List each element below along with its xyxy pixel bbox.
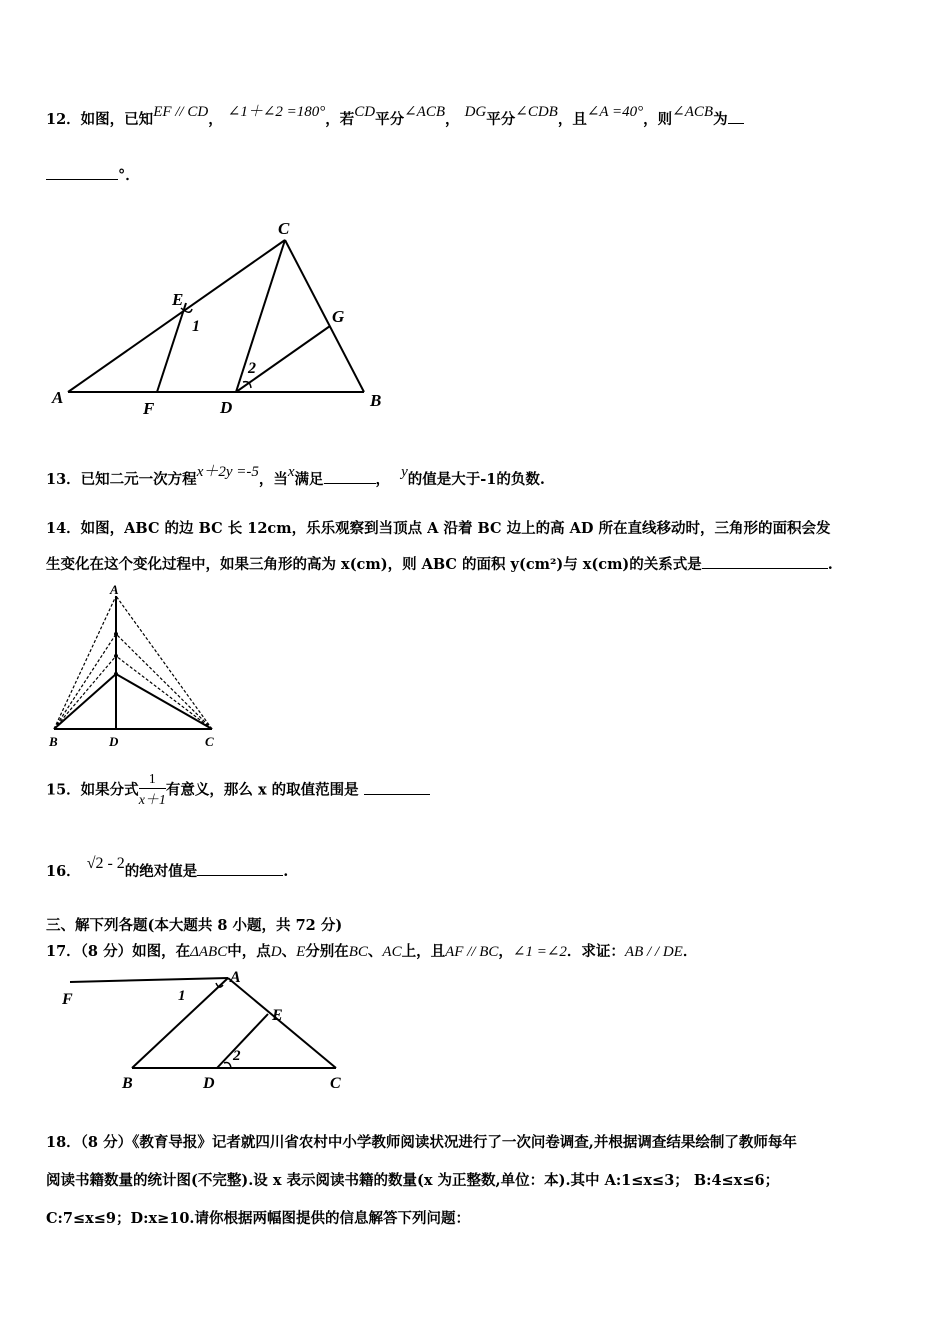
q12-angle-a: ∠A =40° — [586, 104, 644, 120]
q15-number: 15．如果分式 — [46, 781, 139, 799]
label-c: C — [330, 1075, 341, 1092]
comma: ， — [445, 111, 460, 128]
q17-angles: ∠1 =∠2 — [512, 944, 567, 960]
text: ，且 — [557, 111, 587, 128]
answer-blank — [364, 780, 430, 795]
label-angle-2: 2 — [233, 1048, 241, 1064]
q18-line3: C:7≤x≤9；D:x≥10.请你根据两幅图提供的信息解答下列问题： — [46, 1210, 470, 1227]
text: ，当 — [258, 471, 288, 488]
q17-triangle: ΔABC — [190, 944, 228, 960]
text: ． — [682, 943, 698, 960]
fraction-denominator: x＋1 — [138, 793, 166, 808]
q12-angle-sum: ∠1＋∠2 =180° — [227, 104, 326, 120]
text: ，则 — [643, 111, 673, 128]
label-c: C — [205, 734, 214, 749]
q17-ac: AC — [382, 944, 402, 960]
text: ， — [498, 943, 513, 960]
q15-fraction — [139, 772, 166, 809]
fraction-numerator: 1 — [139, 772, 166, 789]
label-angle-2: 2 — [248, 360, 256, 377]
text: 的绝对值是 — [124, 863, 198, 880]
q16-number: 16． — [46, 863, 81, 880]
label-a: A — [110, 584, 119, 597]
text: 有意义，那么 x 的取值范围是 — [165, 781, 359, 799]
q12-dg: DG — [464, 104, 487, 120]
q12-figure — [40, 210, 400, 425]
q12-angle-acb: ∠ACB — [404, 104, 446, 120]
q17-number: 17．（8 分）如图，在 — [46, 943, 191, 960]
text: 满足 — [294, 471, 324, 488]
q12-angle-cdb: ∠CDB — [515, 104, 558, 120]
label-f: F — [62, 991, 73, 1008]
label-d: D — [109, 734, 119, 749]
q17-e: E — [296, 944, 306, 960]
label-d: D — [203, 1075, 215, 1092]
q12-line1 — [46, 104, 744, 129]
label-e: E — [172, 290, 184, 309]
answer-blank — [324, 469, 376, 484]
q14-line2 — [46, 553, 833, 574]
q13-y: y — [401, 464, 408, 480]
text: 分别在 — [305, 943, 349, 960]
q17-figure — [56, 964, 356, 1099]
text: . — [283, 863, 289, 880]
text: 上，且 — [401, 943, 446, 960]
label-e: E — [272, 1007, 283, 1024]
answer-blank — [728, 109, 744, 124]
text: ．求证： — [566, 943, 625, 960]
text: 为 — [713, 111, 728, 128]
label-angle-1: 1 — [192, 318, 200, 335]
q16-line — [46, 855, 289, 881]
q12-ef-parallel-cd: EF // CD — [153, 104, 209, 120]
label-b: B — [122, 1075, 133, 1092]
answer-blank — [46, 165, 118, 180]
label-c: C — [278, 219, 290, 238]
text: ， — [375, 471, 391, 488]
answer-blank — [702, 554, 828, 569]
q18-line1: 18．（8 分）《教育导报》记者就四川省农村中小学教师阅读状况进行了一次问卷调查,并根据调查结果绘制了教师每年 — [46, 1134, 797, 1151]
text: 的值是大于-1的负数. — [407, 471, 545, 488]
label-angle-1: 1 — [178, 988, 186, 1004]
text: . — [827, 556, 833, 573]
text: 生变化在这个变化过程中，如果三角形的高为 x(cm)，则 ABC 的面积 y(cm²)与 x(cm)的关系式是 — [46, 556, 702, 573]
text: ，若 — [325, 111, 355, 128]
label-g: G — [332, 307, 345, 326]
q17-bc: BC — [348, 944, 368, 960]
answer-blank — [197, 861, 283, 876]
text: 平分 — [375, 111, 405, 128]
q13-line — [46, 464, 545, 489]
q14-line1: 14．如图，ABC 的边 BC 长 12cm，乐乐观察到当顶点 A 沿着 BC 边上的高 AD 所在直线移动时，三角形的面积会发 — [46, 520, 831, 537]
q12-cd: CD — [354, 104, 376, 120]
q12-tail: °． — [118, 167, 140, 184]
q18-line2: 阅读书籍数量的统计图(不完整).设 x 表示阅读书籍的数量(x 为正整数,单位：本).其中 A:1≤x≤3； B:4≤x≤6； — [46, 1172, 780, 1189]
q17-goal: AB / / DE — [624, 944, 683, 960]
q17-d: D — [270, 944, 282, 960]
text: 中，点 — [227, 943, 271, 960]
q17-parallel: AF // BC — [445, 944, 499, 960]
text: 、 — [367, 943, 383, 960]
q12-line2 — [46, 164, 140, 185]
label-d: D — [220, 398, 233, 417]
label-a: A — [230, 969, 241, 986]
label-b: B — [370, 391, 382, 410]
section-3-heading: 三、解下列各题(本大题共 8 小题，共 72 分) — [46, 917, 343, 934]
q15-line — [46, 772, 430, 809]
q16-expression: √2 - 2 — [86, 855, 125, 872]
text: 、 — [281, 943, 297, 960]
text: 平分 — [486, 111, 516, 128]
q13-equation: x＋2y =-5 — [196, 464, 259, 480]
q13-number: 13．已知二元一次方程 — [46, 471, 197, 488]
q14-figure — [44, 584, 234, 754]
label-f: F — [143, 399, 155, 418]
label-b: B — [49, 734, 58, 749]
q17-line — [46, 940, 697, 961]
comma: ， — [208, 111, 223, 128]
q12-angle-acb-2: ∠ACB — [672, 104, 714, 120]
q13-x: x — [287, 464, 295, 480]
q12-number: 12．如图，已知 — [46, 111, 154, 128]
label-a: A — [52, 388, 64, 407]
